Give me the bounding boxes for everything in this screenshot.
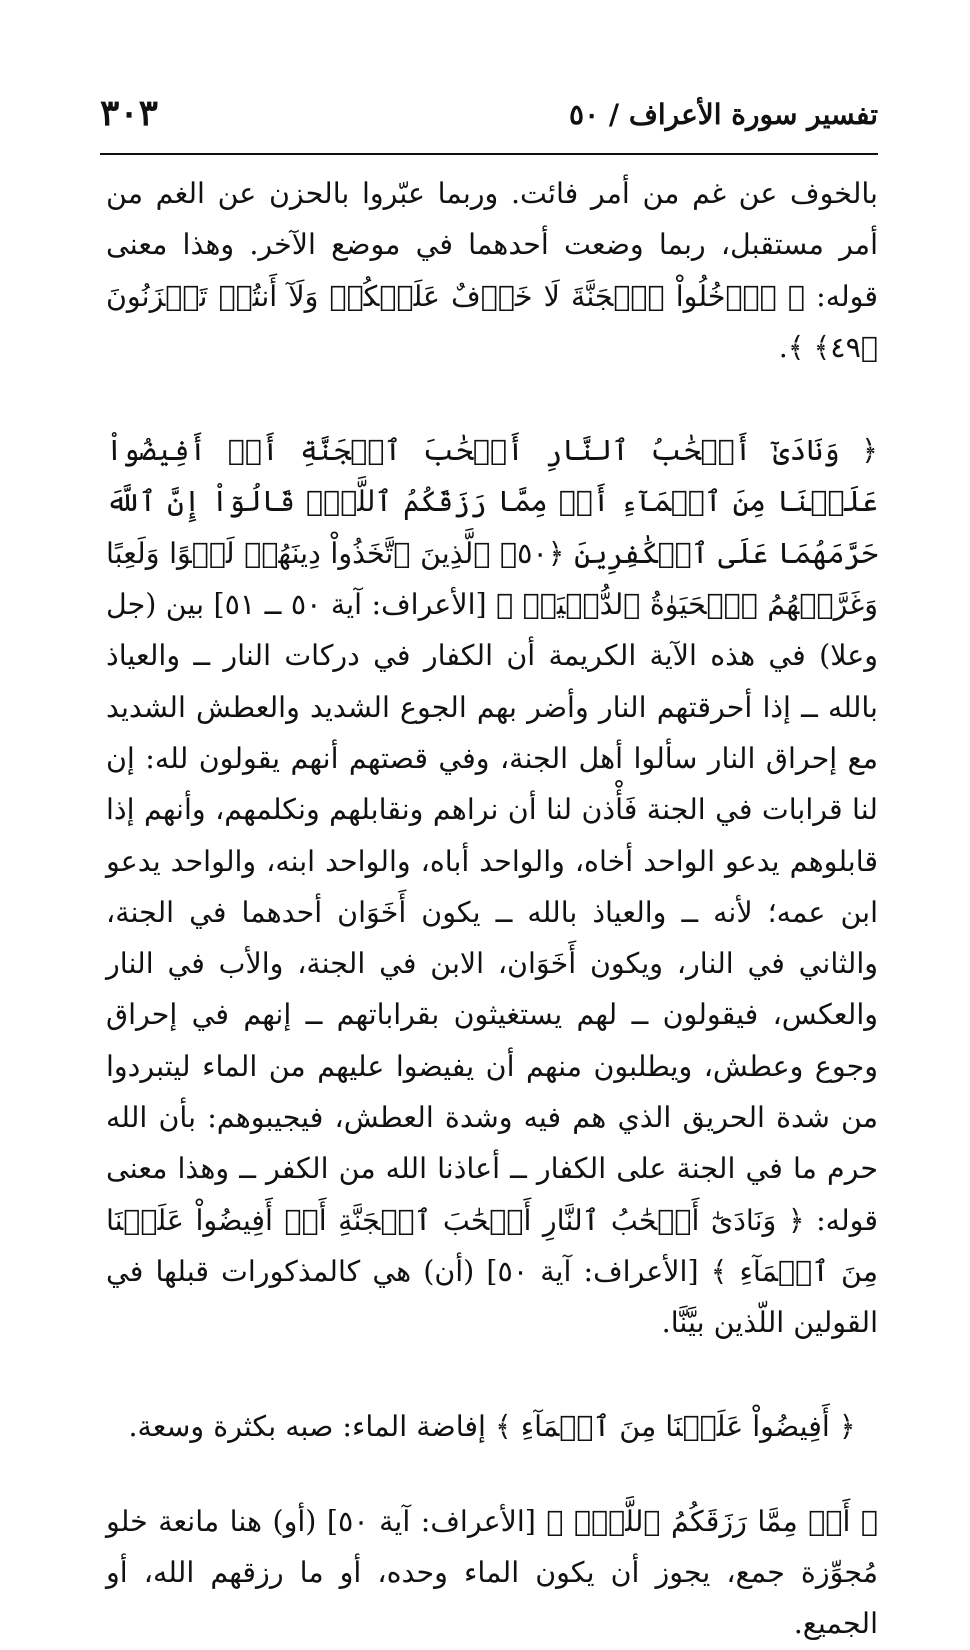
paragraph-spacer [106, 1349, 878, 1401]
paragraph-2: ﴿ وَنَادَىٰٓ أَصۡحَٰبُ ٱلنَّارِ أَصۡحَٰبَ ٱلۡجَنَّةِ أَنۡ أَفِيضُواْ عَلَيۡنَا مِنَ ٱلۡمَآءِ أَوۡ مِمَّا رَزَقَكُمُ ٱللَّهُۚ قَالُوٓاْ إِنَّ ٱللَّهَ حَرَّمَهُمَا عَلَى ٱلۡكَٰفِرِينَ ﴿٥٠﴾ ٱلَّذِينَ ٱتَّخَذُواْ دِينَهُمۡ لَهۡوًا وَلَعِبًا وَغَرَّتۡهُمُ ٱلۡحَيَوٰةُ ٱلدُّنۡيَاۚ ﴾ [الأعراف: آية ٥٠ ــ ٥١] بين (جل وعلا) في هذه الآية الكريمة أن الكفار في دركات النار ــ والعياذ بالله ــ إذا أحرقتهم النار وأضر بهم الجوع الشديد والعطش الشديد مع إحراق النار سألوا أهل الجنة، وفي قصتهم أنهم يقولون لله: إن لنا قرابات في الجنة فَأْذن لنا أن نراهم ونقابلهم ونكلمهم، وأنهم إذا قابلوهم يدعو الواحد أخاه، والواحد أباه، والواحد ابنه، والواحد يدعو ابن عمه؛ لأنه ــ والعياذ بالله ــ يكون أَخَوَان أحدهما في الجنة، والثاني في النار، ويكون أَخَوَان، الابن في الجنة، والأب في النار والعكس، فيقولون ــ لهم يستغيثون بقراباتهم ــ إنهم في إحراق وجوع وعطش، ويطلبون منهم أن يفيضوا عليهم من الماء ليتبردوا من شدة الحريق الذي هم فيه وشدة العطش، فيجيبوهم: بأن الله حرم ما في الجنة على الكفار ــ أعاذنا الله من الكفر ــ وهذا معنى قوله: ﴿ وَنَادَىٰٓ أَصۡحَٰبُ ٱلنَّارِ أَصۡحَٰبَ ٱلۡجَنَّةِ أَنۡ أَفِيضُواْ عَلَيۡنَا مِنَ ٱلۡمَآءِ ﴾ [الأعراف: آية ٥٠] (أن) هي كالمذكورات قبلها في القولين اللّذين بيَّنَّا. [106, 434, 878, 1340]
running-title: تفسير سورة الأعراف / ٥٠ [569, 98, 878, 131]
header-divider [100, 153, 878, 155]
paragraph-1: بالخوف عن غم من أمر فائت. وربما عبّروا بالحزن عن الغم من أمر مستقبل، ربما وضعت أحدهما في موضع الآخر. وهذا معنى قوله: ﴿ ٱدۡخُلُواْ ٱلۡجَنَّةَ لَا خَوۡفٌ عَلَيۡكُمۡ وَلَآ أَنتُمۡ تَحۡزَنُونَ ﴿٤٩﴾ ﴾. [106, 177, 878, 364]
paragraph-3: ﴿ أَفِيضُواْ عَلَيۡنَا مِنَ ٱلۡمَآءِ ﴾ إفاضة الماء: صبه بكثرة وسعة. [128, 1409, 856, 1443]
paragraph-spacer [106, 373, 878, 425]
paragraph-spacer [106, 1452, 878, 1496]
page-body [106, 168, 878, 1650]
page-number: ٣٠٣ [100, 92, 159, 134]
page-header [100, 92, 878, 152]
paragraph-4: ﴿ أَوۡ مِمَّا رَزَقَكُمُ ٱللَّهُۚ ﴾ [الأعراف: آية ٥٠] (أو) هنا مانعة خلو مُجوِّزة جمع، يجوز أن يكون الماء وحده، أو ما رزقهم الله، أو الجميع. [106, 1504, 878, 1641]
